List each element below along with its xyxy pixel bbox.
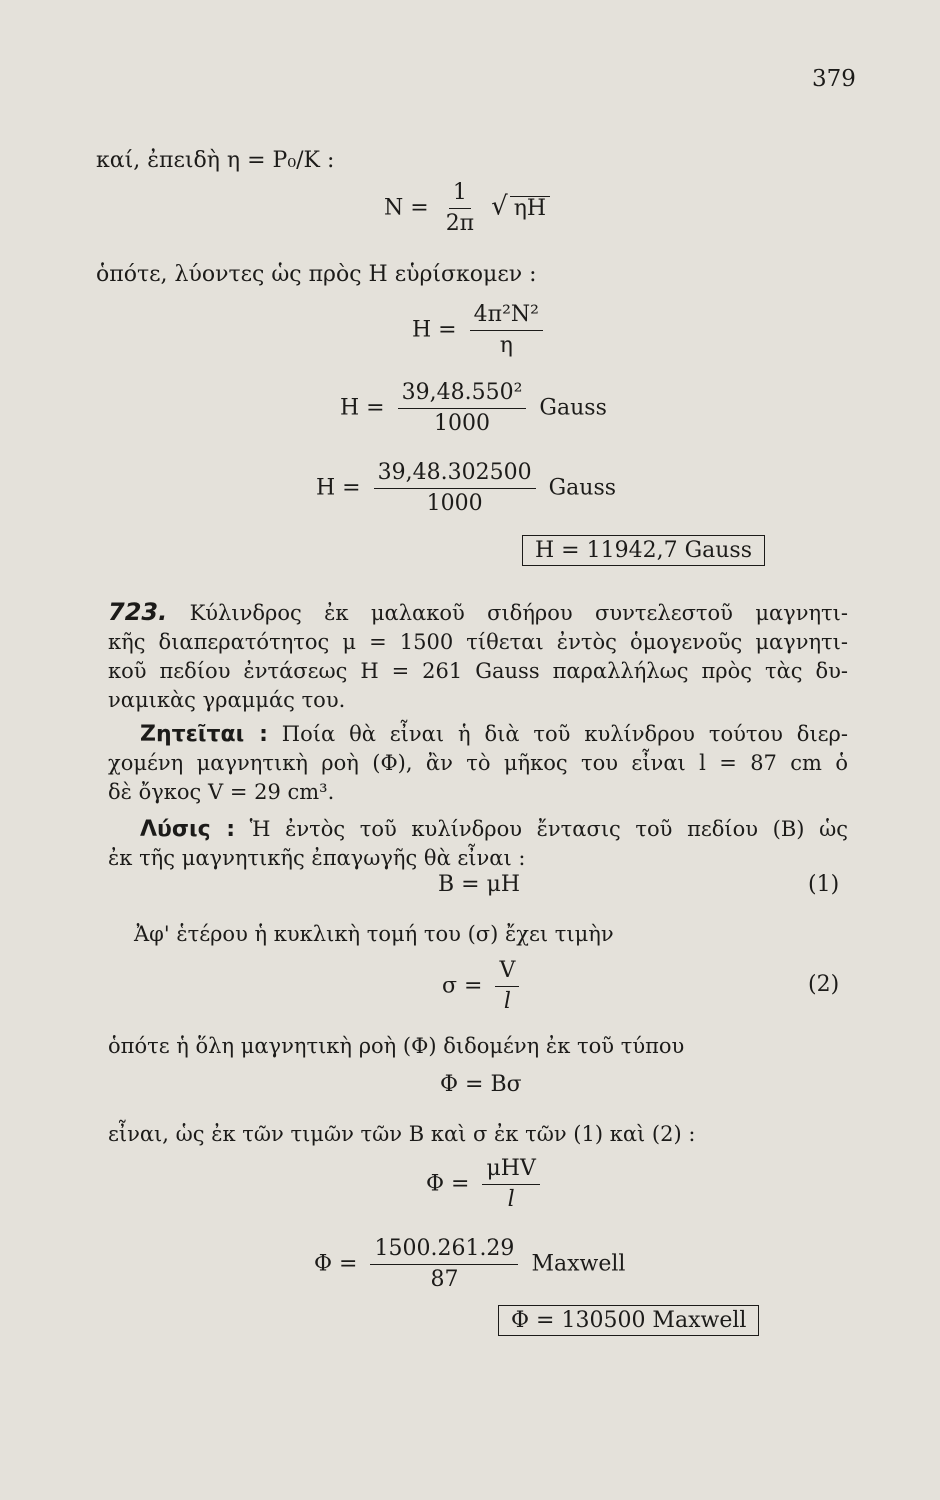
solution-heading: Λύσις : — [140, 817, 236, 842]
page-number: 379 — [812, 66, 856, 92]
fraction: $\frac{\text{39,48.550²}}{1000}$ — [398, 380, 527, 437]
result-box: Φ = 130500 Maxwell — [498, 1305, 759, 1336]
equation-h1: H = $\frac{\text{4π²N²}}{\eta}$ — [412, 302, 549, 359]
equation-phi2: Φ = $\frac{\text{μHV}}{l}$ — [426, 1156, 546, 1213]
fraction: $\frac{39,48.302500}{1000}$ — [374, 460, 536, 517]
equation-number-2: (2) — [808, 972, 840, 997]
intro-line: καί, ἐπειδὴ η = P₀/K : — [96, 148, 335, 173]
fraction: $\frac{1500.261.29}{87}$ — [370, 1236, 518, 1293]
result-h — [522, 538, 765, 563]
equation-n: N = $\frac{1}{2\pi}$ √ ηH — [384, 180, 550, 237]
fraction: $\frac{1}{2\pi}$ — [445, 180, 475, 236]
solution-paragraph: Λύσις : Ἡ ἐντὸς τοῦ κυλίνδρου ἔντασις τοῦ πεδίου (B) ὡς ἐκ τῆς μαγνητικῆς ἐπαγωγῆς θὰ εἶναι : — [108, 817, 848, 870]
result-box: H = 11942,7 Gauss — [522, 535, 765, 566]
result-phi — [498, 1308, 759, 1333]
equation-phi1: Φ = Bσ — [440, 1072, 522, 1097]
equation-number-1: (1) — [808, 872, 840, 897]
question-heading: Ζητεῖται : — [140, 722, 268, 747]
equation-phi3: Φ = $\frac{1500.261.29}{87}$ Maxwell — [314, 1236, 626, 1292]
values-line: εἶναι, ὡς ἐκ τῶν τιμῶν τῶν B καὶ σ ἐκ τῶν (1) καὶ (2) : — [108, 1122, 696, 1146]
flux-line: ὁπότε ἡ ὅλη μαγνητικὴ ροὴ (Φ) διδομένη ἐκ τοῦ τύπου — [108, 1034, 685, 1058]
question-paragraph: Ζητεῖται : Ποία θὰ εἶναι ἡ διὰ τοῦ κυλίνδρου τούτου διερ- χομένη μαγνητικὴ ροὴ (Φ), ἂν τὸ μῆκος του εἶναι l = 87 cm ὁ δὲ ὄγκος V = 29 cm³. — [108, 722, 848, 804]
sigma-line: Ἀφ' ἑτέρου ἡ κυκλικὴ τομή του (σ) ἔχει τιμὴν — [134, 922, 614, 946]
fraction: $\frac{\text{4π²N²}}{\eta}$ — [470, 302, 543, 359]
square-root-sign: √ — [491, 191, 508, 222]
equation-h2: H = $\frac{\text{39,48.550²}}{1000}$ Gauss — [340, 380, 607, 436]
equation-b: B = μH — [438, 872, 521, 897]
fraction: $\frac{V}{l}$ — [495, 958, 519, 1015]
solve-line: ὁπότε, λύοντες ὡς πρὸς H εὑρίσκομεν : — [96, 262, 537, 287]
problem-number: 723. — [108, 598, 168, 626]
equation-h3: H = $\frac{39,48.302500}{1000}$ Gauss — [316, 460, 617, 516]
problem-paragraph: 723. Κύλινδρος ἐκ μαλακοῦ σιδήρου συντελεστοῦ μαγνητι- κῆς διαπερατότητος μ = 1500 τίθεται ἐντὸς ὁμογενοῦς μαγνητι- κοῦ πεδίου ἐντάσεως H = 261 Gauss παραλλήλως πρὸς τὰς δυ- ναμικὰς γραμμάς του. — [108, 598, 848, 712]
equation-sigma: σ = $\frac{V}{l}$ — [442, 958, 525, 1015]
fraction: $\frac{\text{μHV}}{l}$ — [482, 1156, 539, 1213]
